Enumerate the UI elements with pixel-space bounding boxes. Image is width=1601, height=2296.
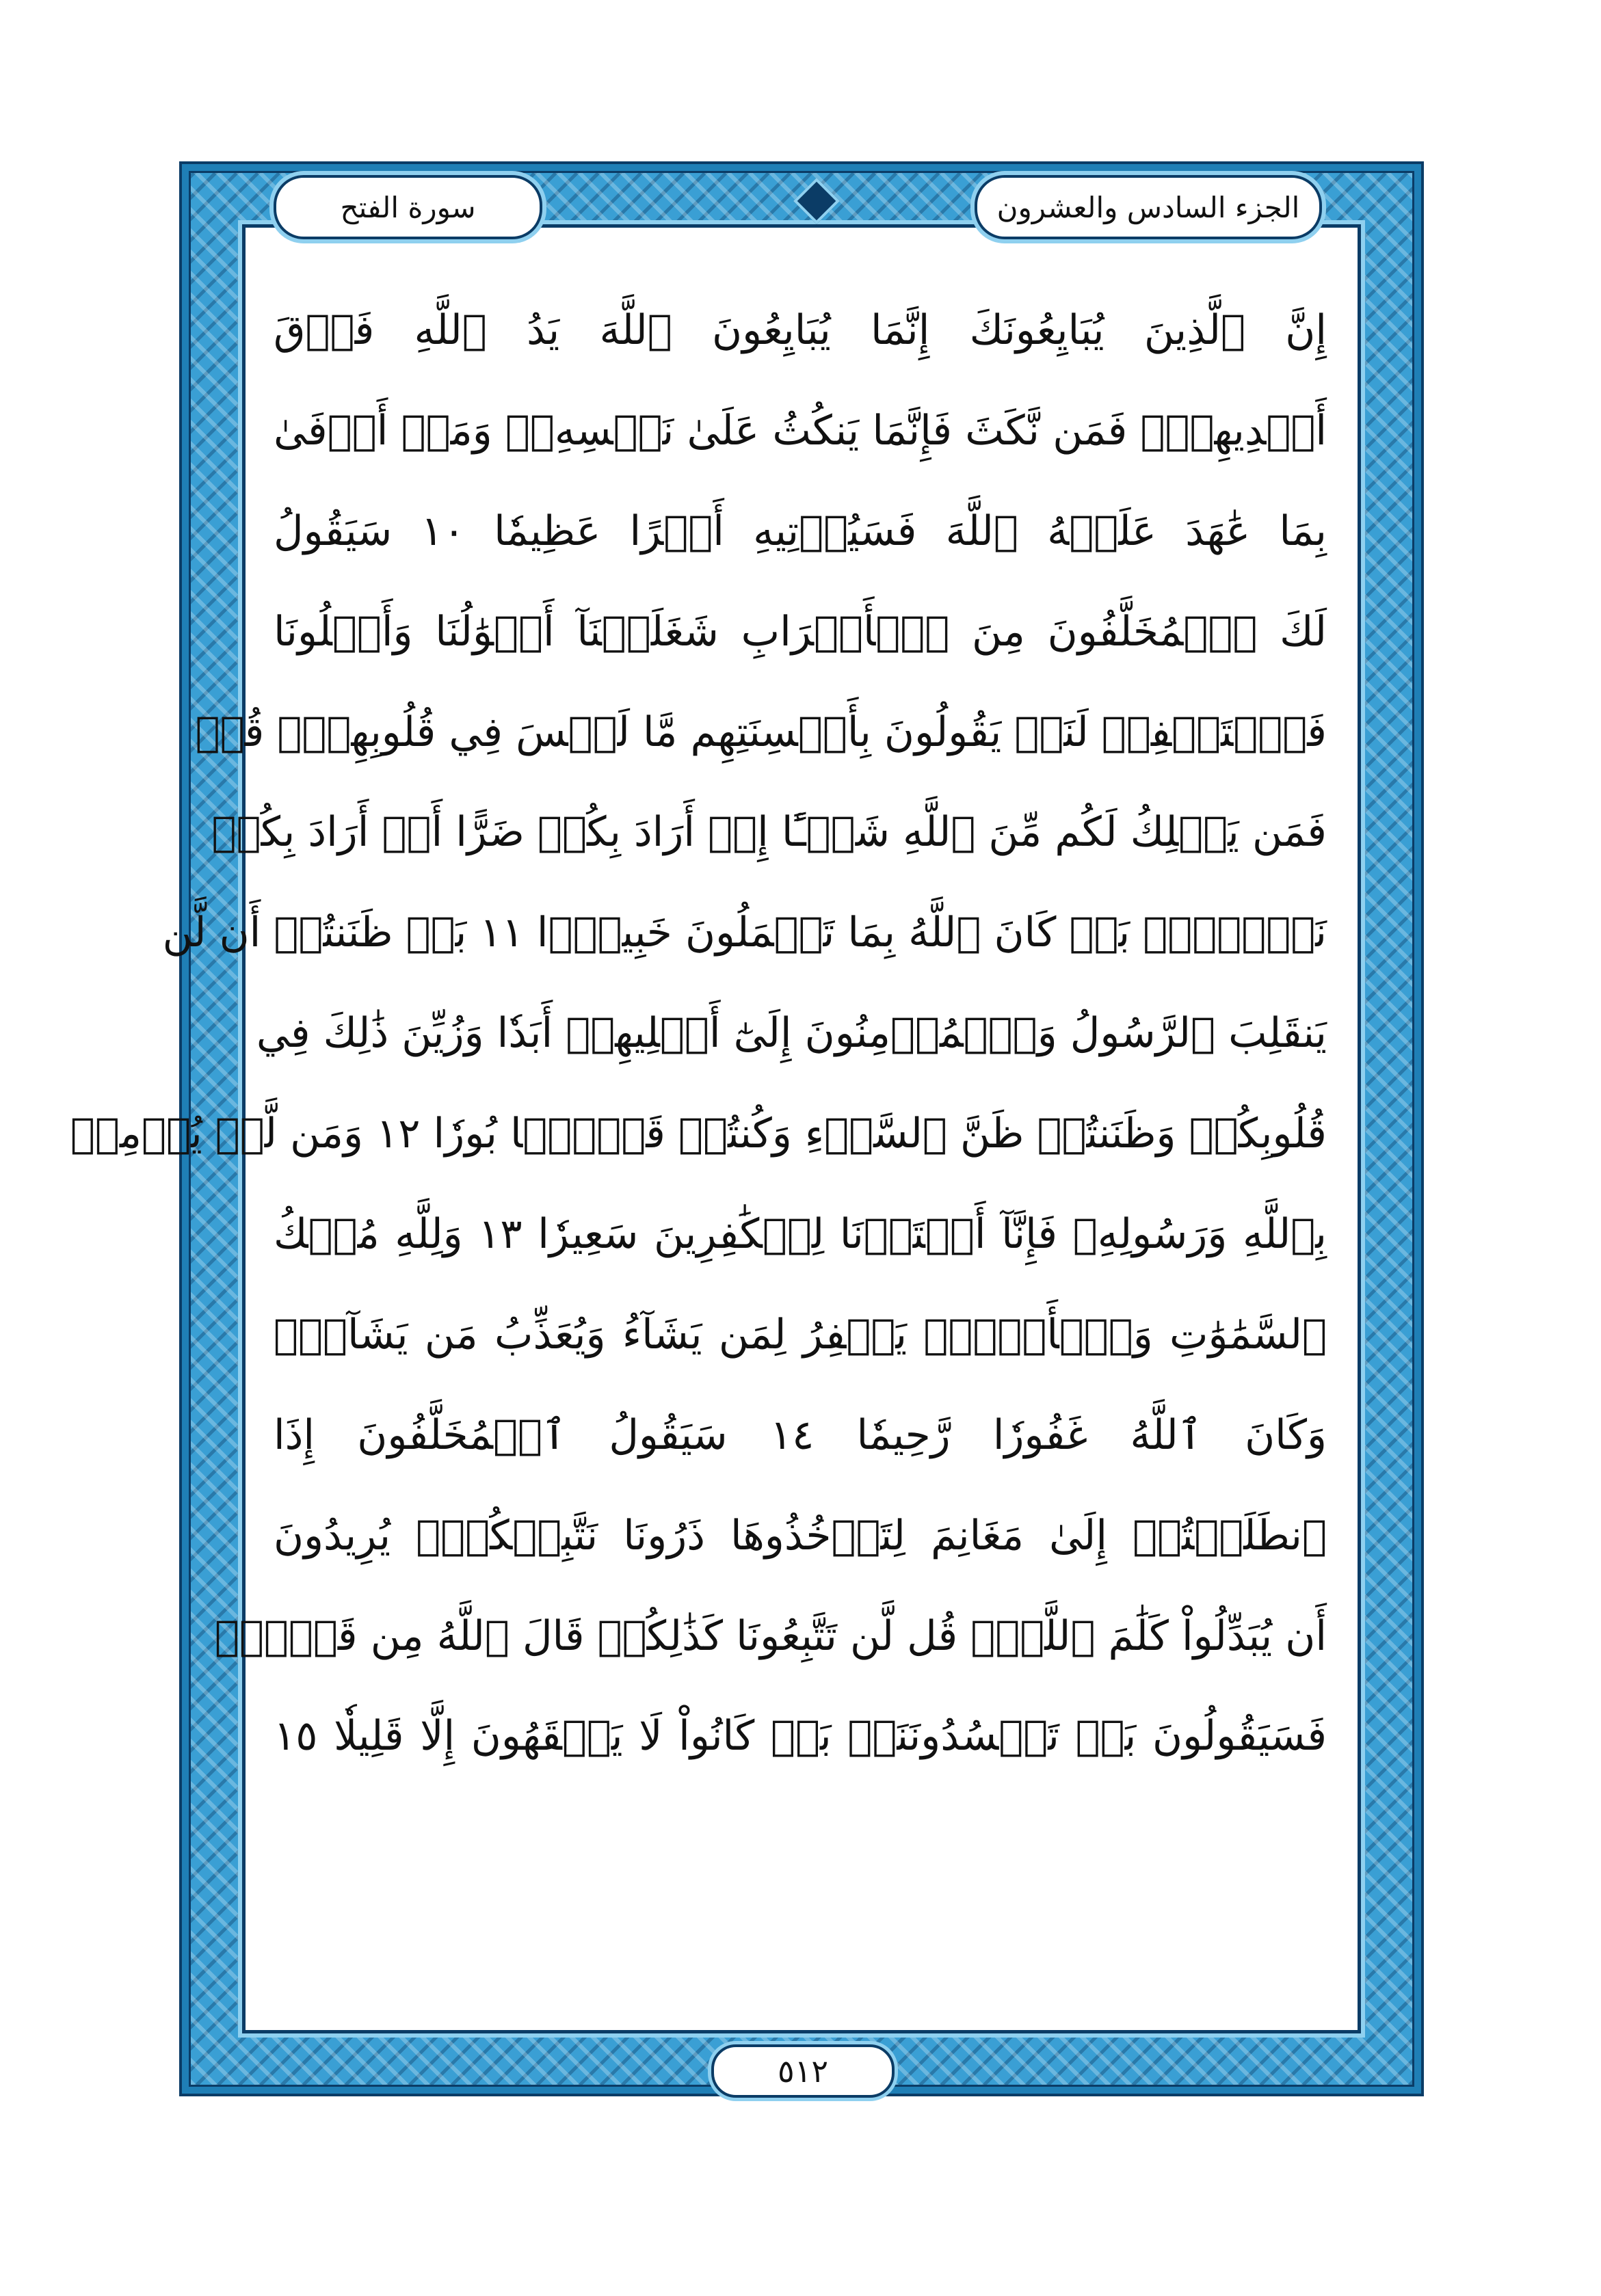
text-line: فَٱسۡتَغۡفِرۡ لَنَاۚ يَقُولُونَ بِأَلۡسِنَتِهِم مَّا لَيۡسَ فِي قُلُوبِهِمۡۚ قُلۡ: [195, 708, 1327, 756]
page-number-cartouche: [711, 2044, 895, 2098]
quran-text: [70, 280, 1327, 1887]
text-line: بِمَا عَٰهَدَ عَلَيۡهُ ٱللَّهَ فَسَيُؤۡتِيهِ أَجۡرًا عَظِيمٗا ١٠ سَيَقُولُ: [274, 507, 1327, 555]
text-line: أَيۡدِيهِمۡۚ فَمَن نَّكَثَ فَإِنَّمَا يَنكُثُ عَلَىٰ نَفۡسِهِۦۖ وَمَنۡ أَوۡفَىٰ: [274, 406, 1327, 455]
text-line: يَنقَلِبَ ٱلرَّسُولُ وَٱلۡمُؤۡمِنُونَ إِلَىٰٓ أَهۡلِيهِمۡ أَبَدٗا وَزُيِّنَ ذَٰلِكَ فِي: [256, 1009, 1327, 1058]
surah-label: سورة الفتح: [340, 190, 476, 224]
text-line: ٱلسَّمَٰوَٰتِ وَٱلۡأَرۡضِۚ يَغۡفِرُ لِمَن يَشَآءُ وَيُعَذِّبُ مَن يَشَآءُۚ: [274, 1310, 1327, 1359]
text-line: إِنَّ ٱلَّذِينَ يُبَايِعُونَكَ إِنَّمَا يُبَايِعُونَ ٱللَّهَ يَدُ ٱللَّهِ فَوۡقَ: [274, 306, 1327, 354]
text-line: نَفۡعَۢاۚ بَلۡ كَانَ ٱللَّهُ بِمَا تَعۡمَلُونَ خَبِيرَۢا ١١ بَلۡ ظَنَنتُمۡ أَن لَّن: [162, 909, 1327, 957]
text-line: وَكَانَ ٱللَّهُ غَفُورٗا رَّحِيمٗا ١٤ سَيَقُولُ ٱلۡمُخَلَّفُونَ إِذَا: [274, 1411, 1327, 1459]
text-line: لَكَ ٱلۡمُخَلَّفُونَ مِنَ ٱلۡأَعۡرَابِ شَغَلَتۡنَآ أَمۡوَٰلُنَا وَأَهۡلُونَا: [274, 607, 1327, 656]
text-line: فَسَيَقُولُونَ بَلۡ تَحۡسُدُونَنَاۚ بَلۡ كَانُواْ لَا يَفۡقَهُونَ إِلَّا قَلِيلٗا ١٥: [274, 1712, 1327, 1761]
text-line: قُلُوبِكُمۡ وَظَنَنتُمۡ ظَنَّ ٱلسَّوۡءِ وَكُنتُمۡ قَوۡمَۢا بُورٗا ١٢ وَمَن لَّمۡ يُؤۡمِنۢ: [70, 1110, 1327, 1158]
text-line: أَن يُبَدِّلُواْ كَلَٰمَ ٱللَّهِۚ قُل لَّن تَتَّبِعُونَا كَذَٰلِكُمۡ قَالَ ٱللَّهُ مِن قَبۡلُۖ: [214, 1612, 1327, 1660]
juz-label: الجزء السادس والعشرون: [996, 190, 1300, 224]
text-line: ٱنطَلَقۡتُمۡ إِلَىٰ مَغَانِمَ لِتَأۡخُذُوهَا ذَرُونَا نَتَّبِعۡكُمۡۖ يُرِيدُونَ: [274, 1511, 1327, 1560]
page-number: ٥١٢: [777, 2053, 829, 2090]
text-line: فَمَن يَمۡلِكُ لَكُم مِّنَ ٱللَّهِ شَيۡـًٔا إِنۡ أَرَادَ بِكُمۡ ضَرًّا أَوۡ أَرَادَ بِكُمۡ: [211, 808, 1327, 857]
text-line: بِٱللَّهِ وَرَسُولِهِۦ فَإِنَّآ أَعۡتَدۡنَا لِلۡكَٰفِرِينَ سَعِيرٗا ١٣ وَلِلَّهِ مُلۡكُ: [274, 1210, 1327, 1259]
surah-cartouche: [274, 175, 542, 239]
juz-cartouche: [975, 175, 1322, 239]
